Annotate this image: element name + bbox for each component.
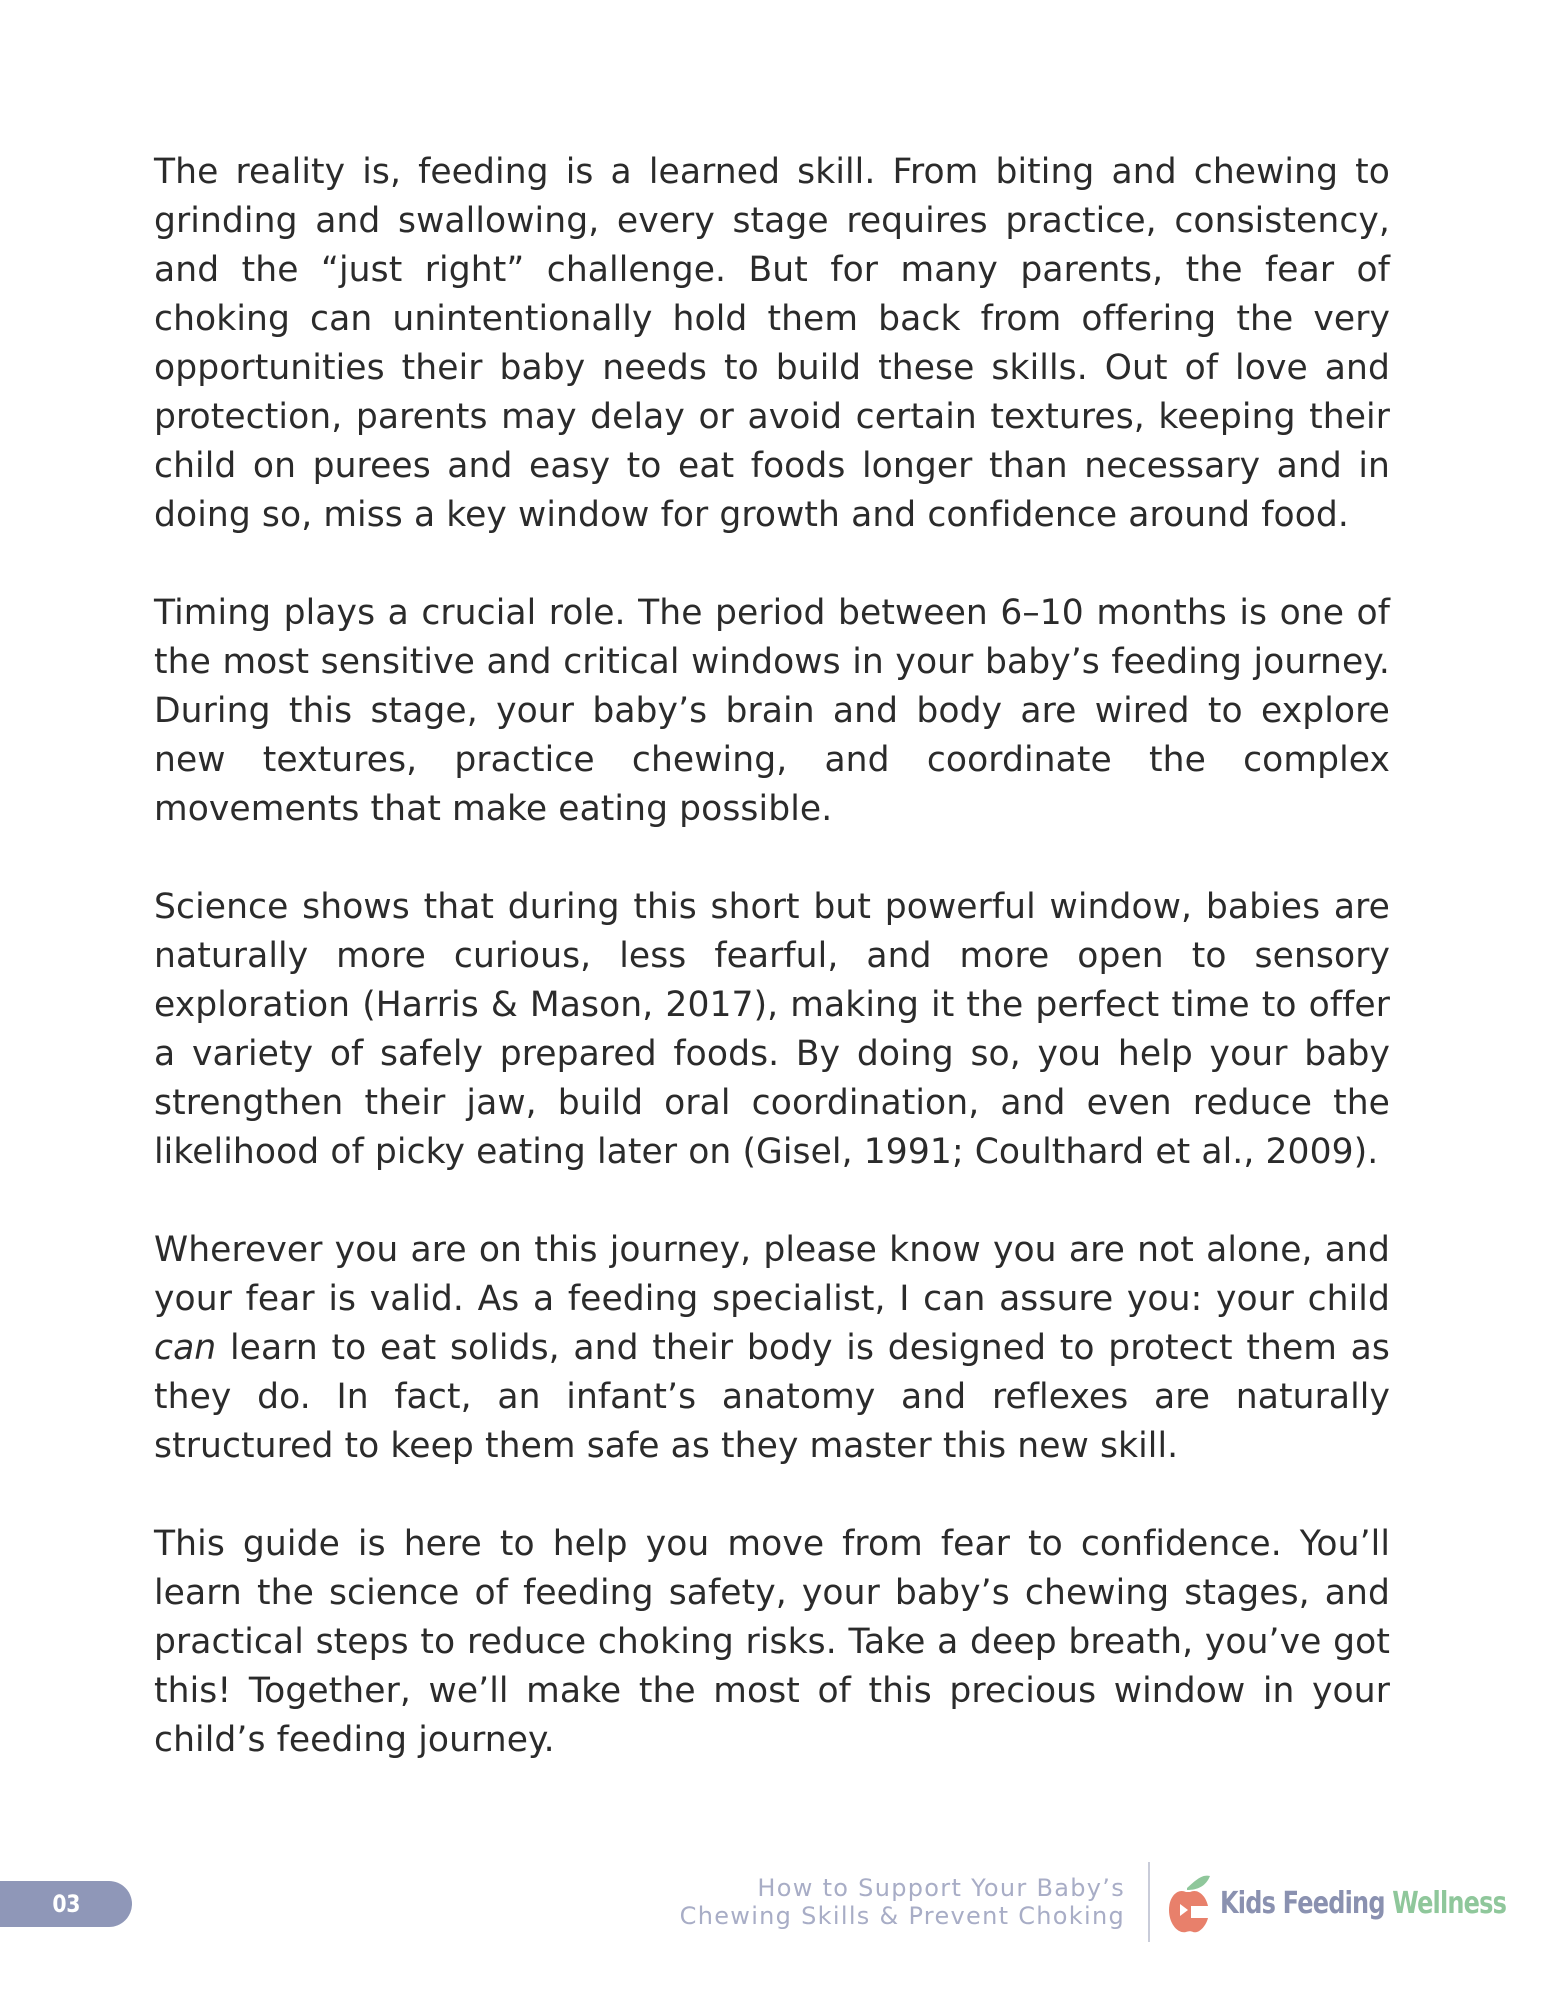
paragraph-4 [154, 1226, 1390, 1471]
footer-title-line-2: Chewing Skills & Prevent Choking [679, 1902, 1125, 1930]
paragraph-1: The reality is, feeding is a learned skill. From biting and chewing to grinding and swallowing, every stage requires practice, consistency, and the “just right” challenge. But for many parents, the fear of choking can unintentionally hold them back from offering the very opportunities their baby needs to build these skills. Out of love and protection, parents may delay or avoid certain textures, keeping their child on purees and easy to eat foods longer than necessary and in doing so, miss a key window for growth and confidence around food. [154, 152, 1390, 535]
paragraph-5: This guide is here to help you move from fear to confidence. You’ll learn the science of feeding safety, your baby’s chewing stages, and practical steps to reduce choking risks. Take a deep breath, you’ve got this! Together, we’ll make the most of this precious window in your child’s feeding journey. [154, 1524, 1390, 1760]
page-content [154, 148, 1390, 1814]
brand-logo [1166, 1868, 1545, 1938]
page-number: 03 [52, 1890, 80, 1918]
paragraph-4-text-a: Wherever you are on this journey, please know you are not alone, and your fear is valid. As a feeding specialist, I can assure you: your child [154, 1230, 1390, 1319]
footer-document-title [680, 1874, 1125, 1930]
paragraph-4-emphasis: can [154, 1328, 217, 1368]
page-number-badge [0, 1881, 132, 1927]
footer-title-line-1: How to Support Your Baby’s [757, 1874, 1125, 1902]
paragraph-2: Timing plays a crucial role. The period between 6–10 months is one of the most sensitive and critical windows in your baby’s feeding journey. During this stage, your baby’s brain and body are wired to explore new textures, practice chewing, and coordinate the complex movements that make eating possible. [154, 593, 1390, 829]
brand-name [1220, 1886, 1506, 1921]
footer-divider [1148, 1862, 1150, 1942]
apple-logo-icon [1166, 1868, 1212, 1938]
paragraph-4-text-b: learn to eat solids, and their body is designed to protect them as they do. In fact, an infant’s anatomy and reflexes are naturally structured to keep them safe as they master this new skill. [154, 1328, 1390, 1466]
brand-name-kids-feeding: Kids Feeding [1220, 1885, 1393, 1921]
paragraph-3: Science shows that during this short but powerful window, babies are naturally more curious, less fearful, and more open to sensory exploration (Harris & Mason, 2017), making it the perfect time to offer a variety of safely prepared foods. By doing so, you help your baby strengthen their jaw, build oral coordination, and even reduce the likelihood of picky eating later on (Gisel, 1991; Coulthard et al., 2009). [154, 887, 1390, 1172]
brand-name-wellness: Wellness [1392, 1885, 1507, 1921]
